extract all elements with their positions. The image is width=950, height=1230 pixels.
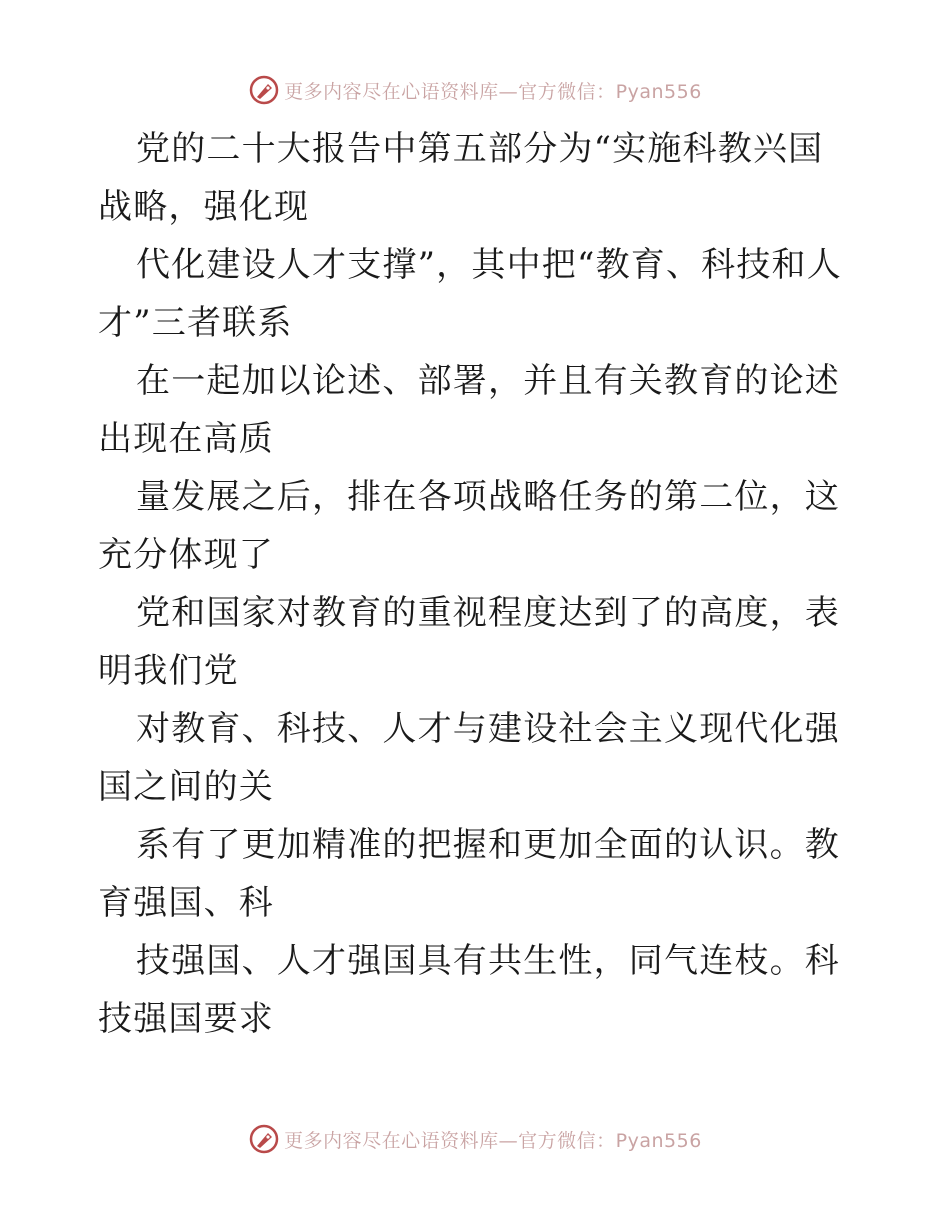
paragraph-line: 对教育、科技、人才与建设社会主义现代化强国之间的关 [98,709,840,807]
paragraph-line: 系有了更加精准的把握和更加全面的认识。教育强国、科 [98,825,840,923]
paragraph-line: 党和国家对教育的重视程度达到了的高度，表明我们党 [98,593,840,691]
paragraph-line: 技强国、人才强国具有共生性，同气连枝。科技强国要求 [98,941,840,1039]
header-banner [0,70,950,110]
footer-banner [0,1119,950,1159]
paragraph-line: 代化建设人才支撑”，其中把“教育、科技和人才”三者联系 [98,245,842,343]
paragraph-line: 量发展之后，排在各项战略任务的第二位，这充分体现了 [98,477,840,575]
header-banner-text: 更多内容尽在心语资料库—官方微信： [284,80,616,103]
footer-banner-wechat-id: Pyan556 [615,1129,702,1152]
pen-nib-logo-icon [248,74,280,106]
footer-banner-text: 更多内容尽在心语资料库—官方微信： [284,1129,616,1152]
pen-nib-logo-icon [248,1123,280,1155]
paragraph-line: 党的二十大报告中第五部分为“实施科教兴国战略，强化现 [98,129,824,227]
header-banner-wechat-id: Pyan556 [615,80,702,103]
document-body [98,120,858,1048]
paragraph-line: 在一起加以论述、部署，并且有关教育的论述出现在高质 [98,361,840,459]
